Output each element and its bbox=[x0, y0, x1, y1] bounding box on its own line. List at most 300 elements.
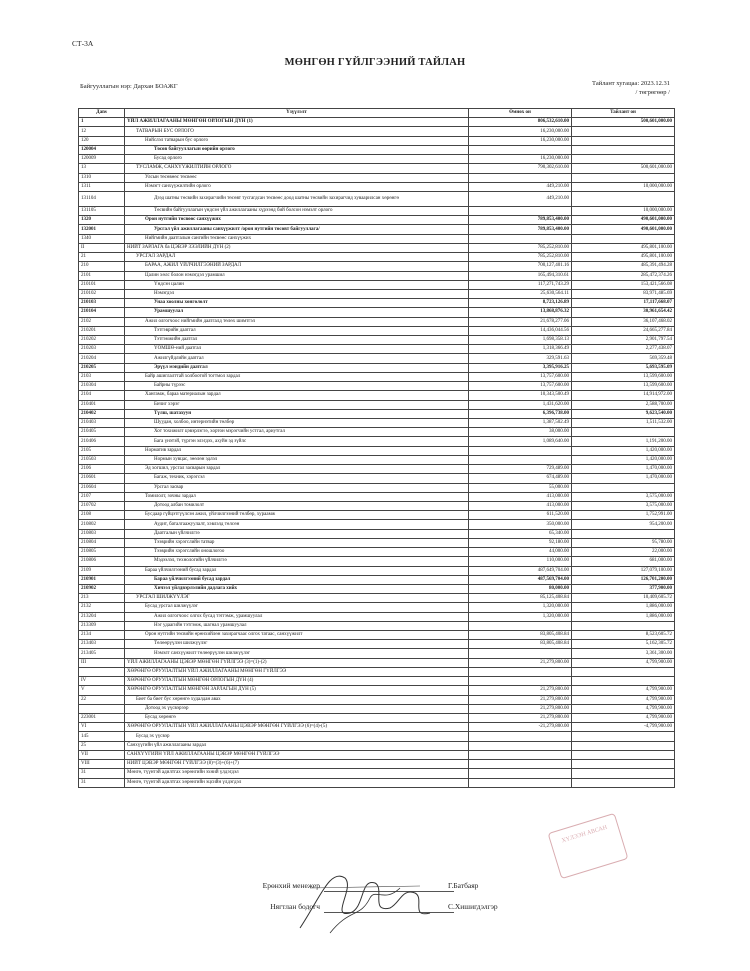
account-code-cell: 210101 bbox=[79, 280, 125, 289]
table-row bbox=[79, 136, 675, 145]
table-row bbox=[79, 723, 675, 732]
previous-year-cell: 80,000.00 bbox=[469, 584, 572, 593]
account-code-cell: 2104 bbox=[79, 391, 125, 400]
current-year-cell: 1,511,532.00 bbox=[572, 419, 675, 428]
current-year-cell bbox=[572, 173, 675, 182]
director-name: Г.Батбаяр bbox=[448, 881, 479, 890]
previous-year-cell: 10,343,500.49 bbox=[469, 391, 572, 400]
previous-year-cell bbox=[469, 145, 572, 154]
current-year-cell bbox=[572, 667, 675, 676]
previous-year-cell: 25,630,564.11 bbox=[469, 289, 572, 298]
indicator-cell: Бусад эх үүсвэр bbox=[125, 732, 469, 741]
account-code-cell: 22 bbox=[79, 695, 125, 704]
table-row bbox=[79, 391, 675, 400]
indicator-cell: Эрүүл мэндийн даатгал bbox=[125, 363, 469, 372]
previous-year-cell: 14,436,044.56 bbox=[469, 326, 572, 335]
current-year-cell: 95,780.00 bbox=[572, 538, 675, 547]
account-code-cell: 210901 bbox=[79, 575, 125, 584]
indicator-cell: Мөнгө, түүнтэй адилтгах хөрөнгийн эцсийн үлдэгдэл bbox=[125, 778, 469, 787]
indicator-cell: Орон нутгийн төсвийн өрөнхийлөн захирагчаас олгох татаас, санхүүжилт bbox=[125, 631, 469, 640]
current-year-cell: 127,079,100.00 bbox=[572, 566, 675, 575]
previous-year-cell: 487,569,704.00 bbox=[469, 575, 572, 584]
table-row bbox=[79, 511, 675, 520]
table-row bbox=[79, 271, 675, 280]
previous-year-cell bbox=[469, 778, 572, 787]
current-year-cell: 495,801,100.00 bbox=[572, 253, 675, 262]
account-code-cell: 2105 bbox=[79, 446, 125, 455]
table-row bbox=[79, 446, 675, 455]
indicator-cell: Төлөөрүүлэн шилжүүлэг bbox=[125, 640, 469, 649]
previous-year-cell bbox=[469, 206, 572, 215]
account-code-cell: V bbox=[79, 686, 125, 695]
previous-year-cell: 55,000.00 bbox=[469, 483, 572, 492]
account-code-cell: 210803 bbox=[79, 529, 125, 538]
indicator-cell: Нормын хувцас, зөөлөн эдлэл bbox=[125, 455, 469, 464]
table-header-row bbox=[79, 109, 675, 118]
indicator-cell: Биет ба биет бус хөрөнгө худалдан авах bbox=[125, 695, 469, 704]
indicator-cell: Шуудан, холбоо, интернэтийн төлбөр bbox=[125, 419, 469, 428]
table-row bbox=[79, 584, 675, 593]
indicator-cell: Санхүүгийн үйл ажиллагааны зардал bbox=[125, 741, 469, 750]
account-code-cell: 2103 bbox=[79, 372, 125, 381]
indicator-cell: Даатгалын үйлчилгээ bbox=[125, 529, 469, 538]
indicator-cell: Унаа хоолны хөнгөлөлт bbox=[125, 299, 469, 308]
current-year-cell: 681,000.00 bbox=[572, 557, 675, 566]
current-year-cell: 3,575,000.00 bbox=[572, 492, 675, 501]
previous-year-cell: 413,000.00 bbox=[469, 501, 572, 510]
indicator-cell: Бараа үйлчилгээний бусад зардал bbox=[125, 566, 469, 575]
indicator-cell: ҮОМШӨ-ний даатгал bbox=[125, 345, 469, 354]
table-row bbox=[79, 262, 675, 271]
current-year-cell bbox=[572, 732, 675, 741]
account-code-cell: 13 bbox=[79, 164, 125, 173]
table-row bbox=[79, 437, 675, 446]
indicator-cell: Бусад урсгал шилжүүлэг bbox=[125, 603, 469, 612]
indicator-cell: Тэтгэврийн даатгал bbox=[125, 326, 469, 335]
table-row bbox=[79, 182, 675, 191]
account-code-cell: 210406 bbox=[79, 437, 125, 446]
account-code-cell: 213405 bbox=[79, 649, 125, 658]
current-year-cell bbox=[572, 191, 675, 206]
previous-year-cell bbox=[469, 621, 572, 630]
account-code-cell: 31 bbox=[79, 769, 125, 778]
table-row bbox=[79, 529, 675, 538]
table-row bbox=[79, 483, 675, 492]
previous-year-cell: 165,494,310.61 bbox=[469, 271, 572, 280]
current-year-cell: 1,420,000.00 bbox=[572, 455, 675, 464]
previous-year-cell bbox=[469, 732, 572, 741]
table-row bbox=[79, 409, 675, 418]
table-row bbox=[79, 649, 675, 658]
previous-year-cell: 16,230,000.00 bbox=[469, 136, 572, 145]
previous-year-cell: 1,320,000.00 bbox=[469, 603, 572, 612]
current-year-cell: 24,665,277.84 bbox=[572, 326, 675, 335]
table-row bbox=[79, 492, 675, 501]
previous-year-cell: 8,723,126.89 bbox=[469, 299, 572, 308]
indicator-cell: Ажил олгогчоос олгох бусад тэтгэмж, урамшуулал bbox=[125, 612, 469, 621]
current-year-cell: 14,914,972.00 bbox=[572, 391, 675, 400]
indicator-cell: САНХҮҮГИЙН ҮЙЛ АЖИЛЛАГААНЫ ЦЭВЭР МӨНГӨН ГҮЙЛГЭЭ bbox=[125, 750, 469, 759]
current-year-cell: 1,470,000.00 bbox=[572, 474, 675, 483]
indicator-cell: ХӨРӨНГӨ ОРУУЛАЛТЫН МӨНГӨН ЗАРЛАГЫН ДҮН (5) bbox=[125, 686, 469, 695]
table-row bbox=[79, 621, 675, 630]
previous-year-cell: 1,431,620.00 bbox=[469, 400, 572, 409]
previous-year-cell: 487,649,704.00 bbox=[469, 566, 572, 575]
indicator-cell: Төсөв байгууллагын өөрийн орлого bbox=[125, 145, 469, 154]
table-row bbox=[79, 594, 675, 603]
previous-year-cell: 806,532,610.00 bbox=[469, 118, 572, 127]
indicator-cell: ҮЙЛ АЖИЛЛАГААНЫ МӨНГӨН ОРЛОГЫН ДҮН (1) bbox=[125, 118, 469, 127]
account-code-cell: 2107 bbox=[79, 492, 125, 501]
indicator-cell: УРСГАЛ ЗАРДАЛ bbox=[125, 253, 469, 262]
indicator-cell: Аудит, баталгаажуулалт, хэвлэлд төлсөн bbox=[125, 520, 469, 529]
indicator-cell: Тэтгэмжийн даатгал bbox=[125, 336, 469, 345]
indicator-cell: Хангамж, бараа материалын зардал bbox=[125, 391, 469, 400]
previous-year-cell: 1,698,358.13 bbox=[469, 336, 572, 345]
table-row bbox=[79, 750, 675, 759]
table-row bbox=[79, 714, 675, 723]
previous-year-cell bbox=[469, 455, 572, 464]
indicator-cell: Эд хогшил, урсгал засварын зардал bbox=[125, 465, 469, 474]
current-year-cell bbox=[572, 778, 675, 787]
indicator-cell: ТАТВАРЫН БУС ОРЛОГО bbox=[125, 127, 469, 136]
current-year-cell: 30,961,654.42 bbox=[572, 308, 675, 317]
account-code-cell: 210 bbox=[79, 262, 125, 271]
indicator-cell: ҮЙЛ АЖИЛЛАГААНЫ ЦЭВЭР МӨНГӨН ГҮЙЛГЭЭ (3)=(1)-(2) bbox=[125, 658, 469, 667]
account-code-cell: VI bbox=[79, 723, 125, 732]
current-year-cell: 2,901,797.54 bbox=[572, 336, 675, 345]
account-code-cell: 145 bbox=[79, 732, 125, 741]
cash-flow-table bbox=[78, 108, 675, 788]
table-row bbox=[79, 640, 675, 649]
table-row bbox=[79, 164, 675, 173]
previous-year-cell bbox=[469, 750, 572, 759]
table-row bbox=[79, 234, 675, 243]
current-year-cell: 954,200.00 bbox=[572, 520, 675, 529]
previous-year-cell: 65,340.00 bbox=[469, 529, 572, 538]
previous-year-cell: 674,489.00 bbox=[469, 474, 572, 483]
current-year-cell: 1,886,000.00 bbox=[572, 603, 675, 612]
current-year-cell: -4,799,900.00 bbox=[572, 723, 675, 732]
table-row bbox=[79, 289, 675, 298]
account-code-cell: 2106 bbox=[79, 465, 125, 474]
organization-name: Байгууллагын нэр: Дархан БОАЖГ bbox=[80, 83, 178, 90]
header-previous-year: Өмнөх он bbox=[469, 109, 572, 118]
previous-year-cell: 21,279,800.00 bbox=[469, 658, 572, 667]
indicator-cell: Мөнгө, түүнтэй адилтгах хөрөнгийн эхний үлдэгдэл bbox=[125, 769, 469, 778]
account-code-cell: 210202 bbox=[79, 336, 125, 345]
table-row bbox=[79, 778, 675, 787]
current-year-cell: 10,000,000.00 bbox=[572, 206, 675, 215]
table-row bbox=[79, 548, 675, 557]
previous-year-cell: 350,000.00 bbox=[469, 520, 572, 529]
account-code-cell: 210304 bbox=[79, 382, 125, 391]
current-year-cell: 1,191,200.00 bbox=[572, 437, 675, 446]
table-row bbox=[79, 760, 675, 769]
table-row bbox=[79, 206, 675, 215]
table-row bbox=[79, 243, 675, 252]
indicator-cell: Бичиг хэрэг bbox=[125, 400, 469, 409]
account-code-cell: 131105 bbox=[79, 206, 125, 215]
indicator-cell: Багаж, техник, хэрэгсэл bbox=[125, 474, 469, 483]
indicator-cell: Тээврийн хэрэгслийн оношлогоо bbox=[125, 548, 469, 557]
current-year-cell: 13,599,600.00 bbox=[572, 382, 675, 391]
account-code-cell: 210802 bbox=[79, 520, 125, 529]
indicator-cell: Бусдаар гүйцэтгүүлсэн ажил, үйлчилгээний төлбөр, хураамж bbox=[125, 511, 469, 520]
current-year-cell: 5,693,595.09 bbox=[572, 363, 675, 372]
table-row bbox=[79, 253, 675, 262]
table-row bbox=[79, 419, 675, 428]
stamp-text: ХҮЛЭЭН АВСАН bbox=[561, 824, 608, 845]
account-code-cell: 1310 bbox=[79, 173, 125, 182]
account-code-cell: 12 bbox=[79, 127, 125, 136]
current-year-cell: 569,359.48 bbox=[572, 354, 675, 363]
current-year-cell: 126,701,200.00 bbox=[572, 575, 675, 584]
header-current-year: Тайлант он bbox=[572, 109, 675, 118]
director-title: Ерөнхий менежер bbox=[262, 881, 320, 890]
previous-year-cell bbox=[469, 769, 572, 778]
account-code-cell: 120004 bbox=[79, 145, 125, 154]
indicator-cell: Ажилгүйдлийн даатгал bbox=[125, 354, 469, 363]
account-code-cell: 132001 bbox=[79, 225, 125, 234]
current-year-cell bbox=[572, 145, 675, 154]
current-year-cell: 500,601,000.00 bbox=[572, 118, 675, 127]
indicator-cell: Цалин хөлс болон нэмэгдэл урамшил bbox=[125, 271, 469, 280]
current-year-cell: 22,000.00 bbox=[572, 548, 675, 557]
account-code-cell: 210702 bbox=[79, 501, 125, 510]
previous-year-cell: 44,000.00 bbox=[469, 548, 572, 557]
report-title: МӨНГӨН ГҮЙЛГЭЭНИЙ ТАЙЛАН bbox=[284, 57, 466, 68]
account-code-cell: 210601 bbox=[79, 474, 125, 483]
previous-year-cell: 790,302,610.00 bbox=[469, 164, 572, 173]
current-year-cell: 1,470,000.00 bbox=[572, 465, 675, 474]
current-year-cell: 10,000,000.00 bbox=[572, 182, 675, 191]
table-row bbox=[79, 428, 675, 437]
previous-year-cell: 21,279,800.00 bbox=[469, 714, 572, 723]
table-row bbox=[79, 299, 675, 308]
current-year-cell bbox=[572, 621, 675, 630]
account-code-cell: 1311 bbox=[79, 182, 125, 191]
table-row bbox=[79, 400, 675, 409]
indicator-cell: ХӨРӨНГӨ ОРУУЛАЛТЫН ҮЙЛ АЖИЛЛАГААНЫ МӨНГӨН ГҮЙЛГЭЭ bbox=[125, 667, 469, 676]
indicator-cell: Нэмэгдэл bbox=[125, 289, 469, 298]
table-row bbox=[79, 308, 675, 317]
account-code-cell: 1340 bbox=[79, 234, 125, 243]
table-body bbox=[79, 118, 675, 788]
indicator-cell: Хот тохижилт цэвэрлэгээ, хортон мэрэгчийн устгал, ариутгал bbox=[125, 428, 469, 437]
current-year-cell: 3,575,000.00 bbox=[572, 501, 675, 510]
account-code-cell: 210204 bbox=[79, 354, 125, 363]
current-year-cell: 1,886,000.00 bbox=[572, 612, 675, 621]
indicator-cell: НИЙТ ЦЭВЭР МӨНГӨН ГҮЙЛГЭЭ (8)=(3)+(6)+(7) bbox=[125, 760, 469, 769]
account-code-cell: 131104 bbox=[79, 191, 125, 206]
previous-year-cell: 1,318,366.49 bbox=[469, 345, 572, 354]
indicator-cell: Нийгмийн даатгалын сангийн төсвөөс санхүүжих bbox=[125, 234, 469, 243]
current-year-cell: 10,409,605.72 bbox=[572, 594, 675, 603]
table-row bbox=[79, 677, 675, 686]
account-code-cell: 210403 bbox=[79, 419, 125, 428]
table-row bbox=[79, 501, 675, 510]
indicator-cell: Урсгал үйл ажиллагааны санхүүжилт /орон нутгийн төсөвт байгууллага/ bbox=[125, 225, 469, 234]
current-year-cell: 1,420,000.00 bbox=[572, 446, 675, 455]
indicator-cell: Урсгал засвар bbox=[125, 483, 469, 492]
account-code-cell: 210902 bbox=[79, 584, 125, 593]
account-code-cell: VIII bbox=[79, 760, 125, 769]
previous-year-cell: 789,853,400.00 bbox=[469, 216, 572, 225]
indicator-cell: Ажил олгогчоос нийгмийн даатгалд төлөх шимтгэл bbox=[125, 317, 469, 326]
table-row bbox=[79, 326, 675, 335]
indicator-cell: Бараа үйлчилгээний бусад зардал bbox=[125, 575, 469, 584]
table-row bbox=[79, 474, 675, 483]
previous-year-cell: 21,678,277.06 bbox=[469, 317, 572, 326]
account-code-cell: 210203 bbox=[79, 345, 125, 354]
account-code-cell: 210503 bbox=[79, 455, 125, 464]
previous-year-cell: 6,396,738.00 bbox=[469, 409, 572, 418]
table-row bbox=[79, 695, 675, 704]
indicator-cell: Нийслэл татварын бус орлого bbox=[125, 136, 469, 145]
current-year-cell: 9,623,540.00 bbox=[572, 409, 675, 418]
account-code-cell: 210401 bbox=[79, 400, 125, 409]
account-code-cell: 2109 bbox=[79, 566, 125, 575]
account-code-cell: 31 bbox=[79, 778, 125, 787]
indicator-cell: Нэмэлт санхүүжилт төлөөрүүлэн шилжүүлэг bbox=[125, 649, 469, 658]
table-row bbox=[79, 118, 675, 127]
table-row bbox=[79, 704, 675, 713]
previous-year-cell bbox=[469, 677, 572, 686]
current-year-cell: 36,107,468.02 bbox=[572, 317, 675, 326]
account-code-cell: IV bbox=[79, 677, 125, 686]
account-code-cell: 223001 bbox=[79, 714, 125, 723]
previous-year-cell: 83,805,408.84 bbox=[469, 631, 572, 640]
previous-year-cell: 21,279,800.00 bbox=[469, 695, 572, 704]
indicator-cell: Үндсэн цалин bbox=[125, 280, 469, 289]
current-year-cell bbox=[572, 136, 675, 145]
previous-year-cell: 13,757,600.00 bbox=[469, 372, 572, 381]
table-row bbox=[79, 455, 675, 464]
indicator-cell: Орон нутгийн төсвөөс санхүүжих bbox=[125, 216, 469, 225]
current-year-cell: 2,588,700.00 bbox=[572, 400, 675, 409]
previous-year-cell: 729,489.00 bbox=[469, 465, 572, 474]
account-code-cell: II bbox=[79, 243, 125, 252]
indicator-cell: Төсвийн байгууллагын үндсэн үйл ажиллагааны хүрээнд бий болсон нэмэлт орлого bbox=[125, 206, 469, 215]
table-row bbox=[79, 741, 675, 750]
account-code-cell: 213204 bbox=[79, 612, 125, 621]
previous-year-cell: 16,230,000.00 bbox=[469, 127, 572, 136]
previous-year-cell: 13,868,876.32 bbox=[469, 308, 572, 317]
indicator-cell: Норматив зардал bbox=[125, 446, 469, 455]
previous-year-cell bbox=[469, 173, 572, 182]
table-row bbox=[79, 216, 675, 225]
indicator-cell: Дээд шатны төсвийн захирагчийн төсөвт тусгагдсан төсвөөс доод шатны төсвийн захирагчид хуваарилсан хөрөнгө bbox=[125, 191, 469, 206]
table-row bbox=[79, 317, 675, 326]
indicator-cell: Урамшуулал bbox=[125, 308, 469, 317]
table-row bbox=[79, 173, 675, 182]
current-year-cell: 490,601,000.00 bbox=[572, 216, 675, 225]
account-code-cell: 210804 bbox=[79, 538, 125, 547]
previous-year-cell: 785,252,810.00 bbox=[469, 243, 572, 252]
table-row bbox=[79, 145, 675, 154]
indicator-cell: ХӨРӨНГӨ ОРУУЛАЛТЫН ҮЙЛ АЖИЛЛАГААНЫ ЦЭВЭР МӨНГӨН ГҮЙЛГЭЭ (6)=(4)-(5) bbox=[125, 723, 469, 732]
indicator-cell: Хичээл үйлдвэрлэлийн дадлага хийх bbox=[125, 584, 469, 593]
current-year-cell bbox=[572, 127, 675, 136]
table-row bbox=[79, 345, 675, 354]
current-year-cell bbox=[572, 234, 675, 243]
received-stamp bbox=[548, 813, 629, 879]
current-year-cell: 3,361,300.00 bbox=[572, 649, 675, 658]
current-year-cell: 4,799,900.00 bbox=[572, 686, 675, 695]
previous-year-cell bbox=[469, 760, 572, 769]
previous-year-cell: 449,210.00 bbox=[469, 182, 572, 191]
current-year-cell: 8,523,605.72 bbox=[572, 631, 675, 640]
indicator-cell: УРСГАЛ ШИЛЖҮҮЛЭГ bbox=[125, 594, 469, 603]
account-code-cell bbox=[79, 667, 125, 676]
previous-year-cell: 83,805,408.84 bbox=[469, 640, 572, 649]
table-row bbox=[79, 354, 675, 363]
previous-year-cell: 110,000.00 bbox=[469, 557, 572, 566]
indicator-cell: Нэг удаагийн тэтгэмж, шагнал урамшуулал bbox=[125, 621, 469, 630]
table-row bbox=[79, 225, 675, 234]
header-account: Дans bbox=[79, 109, 125, 118]
previous-year-cell: 13,757,600.00 bbox=[469, 382, 572, 391]
current-year-cell: 83,971,485.69 bbox=[572, 289, 675, 298]
table-row bbox=[79, 769, 675, 778]
current-year-cell: 485,391,494.28 bbox=[572, 262, 675, 271]
table-row bbox=[79, 557, 675, 566]
previous-year-cell bbox=[469, 234, 572, 243]
table-row bbox=[79, 382, 675, 391]
current-year-cell: 13,599,600.00 bbox=[572, 372, 675, 381]
previous-year-cell bbox=[469, 667, 572, 676]
current-year-cell: 5,162,305.72 bbox=[572, 640, 675, 649]
account-code-cell: VII bbox=[79, 750, 125, 759]
previous-year-cell: 611,520.00 bbox=[469, 511, 572, 520]
previous-year-cell: 1,320,000.00 bbox=[469, 612, 572, 621]
table-row bbox=[79, 127, 675, 136]
table-row bbox=[79, 686, 675, 695]
table-row bbox=[79, 732, 675, 741]
current-year-cell bbox=[572, 529, 675, 538]
current-year-cell: 17,117,668.07 bbox=[572, 299, 675, 308]
previous-year-cell: -21,279,800.00 bbox=[469, 723, 572, 732]
indicator-cell: Байр ашиглалттай холбоотой тогтмол зардал bbox=[125, 372, 469, 381]
table-row bbox=[79, 336, 675, 345]
current-year-cell: 495,801,100.00 bbox=[572, 243, 675, 252]
indicator-cell: Бусад хөрөнгө bbox=[125, 714, 469, 723]
indicator-cell: ТУСЛАМЖ, САНХҮҮЖИЛТИЙН ОРЛОГО bbox=[125, 164, 469, 173]
account-code-cell: 2101 bbox=[79, 271, 125, 280]
table-row bbox=[79, 566, 675, 575]
current-year-cell: 4,799,900.00 bbox=[572, 658, 675, 667]
current-year-cell: 285,472,374.26 bbox=[572, 271, 675, 280]
accountant-name: С.Хишигдэлгэр bbox=[448, 902, 498, 911]
table-row bbox=[79, 372, 675, 381]
table-row bbox=[79, 603, 675, 612]
table-row bbox=[79, 575, 675, 584]
account-code-cell: 120009 bbox=[79, 155, 125, 164]
previous-year-cell: 1,089,640.00 bbox=[469, 437, 572, 446]
table-row bbox=[79, 612, 675, 621]
account-code-cell: 210405 bbox=[79, 428, 125, 437]
account-code-cell: 210805 bbox=[79, 548, 125, 557]
previous-year-cell: 785,252,810.00 bbox=[469, 253, 572, 262]
previous-year-cell: 329,591.63 bbox=[469, 354, 572, 363]
previous-year-cell: 38,000.00 bbox=[469, 428, 572, 437]
previous-year-cell: 3,395,916.25 bbox=[469, 363, 572, 372]
current-year-cell bbox=[572, 750, 675, 759]
previous-year-cell: 21,279,800.00 bbox=[469, 704, 572, 713]
currency-unit: / төгрөгөөр / bbox=[635, 88, 670, 96]
report-date: Тайлант хугацаа: 2023.12.31 bbox=[592, 80, 670, 87]
